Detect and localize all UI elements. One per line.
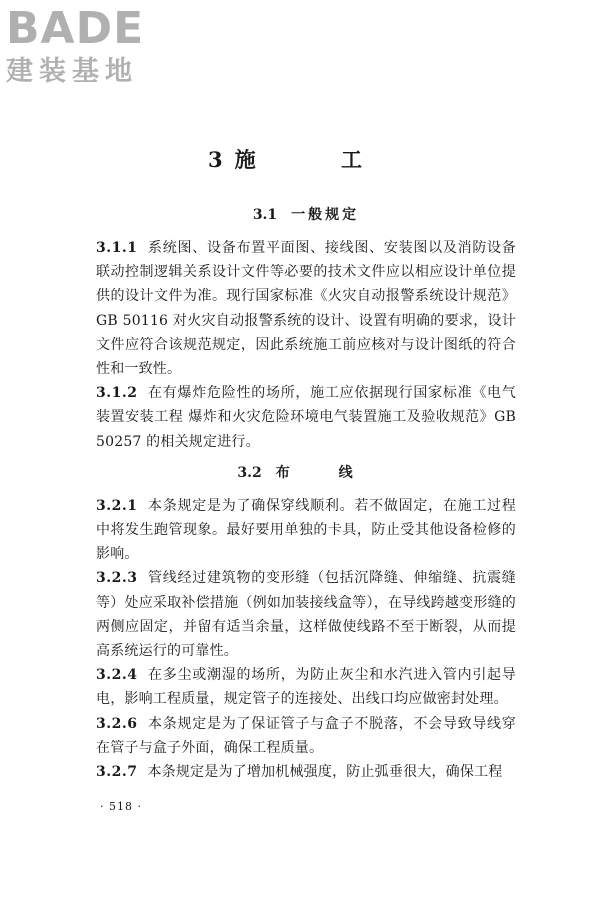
clause-3-1-2 <box>96 381 516 454</box>
clause-number: 3.1.2 <box>96 385 138 402</box>
clause-text: 在多尘或潮湿的场所，为防止灰尘和水汽进入管内引起导电，影响工程质量，规定管子的连接处、出线口均应做密封处理。 <box>96 667 516 708</box>
clause-number: 3.2.7 <box>96 764 138 781</box>
clause-text: 本条规定是为了增加机械强度，防止弧垂很大，确保工程 <box>147 764 503 781</box>
page-number: · 518 · <box>100 800 142 813</box>
clause-number: 3.2.1 <box>96 497 138 514</box>
clause-3-2-6 <box>96 712 516 760</box>
chapter-number: 3 <box>208 147 223 172</box>
clause-number: 3.2.6 <box>96 715 138 732</box>
clause-text: 管线经过建筑物的变形缝（包括沉降缝、伸缩缝、抗震缝等）处应采取补偿措施（例如加装接线盒等），在导线跨越变形缝的两侧应固定，并留有适当余量，这样做使线路不至于断裂，从而提高系统运行的可靠性。 <box>96 570 516 660</box>
section-heading-3-2 <box>96 460 516 486</box>
chapter-title <box>0 144 600 174</box>
logo-wordmark: BADE <box>6 3 145 54</box>
brand-logo <box>6 4 176 88</box>
section-heading-3-1 <box>96 202 516 228</box>
logo-subtitle: 建装基地 <box>6 56 138 87</box>
chapter-name: 施 工 <box>234 147 392 172</box>
clause-3-2-3 <box>96 566 516 663</box>
clause-number: 3.2.3 <box>96 570 138 587</box>
clause-text: 在有爆炸危险性的场所，施工应依据现行国家标准《电气装置安装工程 爆炸和火灾危险环境电气装置施工及验收规范》GB 50257 的相关规定进行。 <box>96 385 516 450</box>
clause-text: 本条规定是为了确保穿线顺利。若不做固定，在施工过程中将发生跑管现象。最好要用单独的卡具，防止受其他设备检修的影响。 <box>96 497 516 563</box>
clause-3-2-1 <box>96 494 516 567</box>
section-title: 布 线 <box>275 464 375 481</box>
section-number: 3.2 <box>237 464 262 481</box>
section-number: 3.1 <box>252 207 278 223</box>
clause-number: 3.2.4 <box>96 667 138 684</box>
clause-3-1-1 <box>96 236 516 381</box>
clause-3-2-4 <box>96 663 516 711</box>
section-title: 一般规定 <box>291 207 360 223</box>
clause-text: 系统图、设备布置平面图、接线图、安装图以及消防设备联动控制逻辑关系设计文件等必要的技术文件应以相应设计单位提供的设计文件为准。现行国家标准《火灾自动报警系统设计规范》GB 50116 对火灾自动报警系统的设计、设置有明确的要求，设计文件应符合该规范规定，因此系统施工前应核对与设计图纸的符合性和一致性。 <box>96 240 516 378</box>
clause-3-2-7 <box>96 760 516 784</box>
clause-number: 3.1.1 <box>96 240 138 256</box>
clause-text: 本条规定是为了保证管子与盒子不脱落，不会导致导线穿在管子与盒子外面，确保工程质量。 <box>96 715 516 756</box>
document-body <box>96 196 516 784</box>
